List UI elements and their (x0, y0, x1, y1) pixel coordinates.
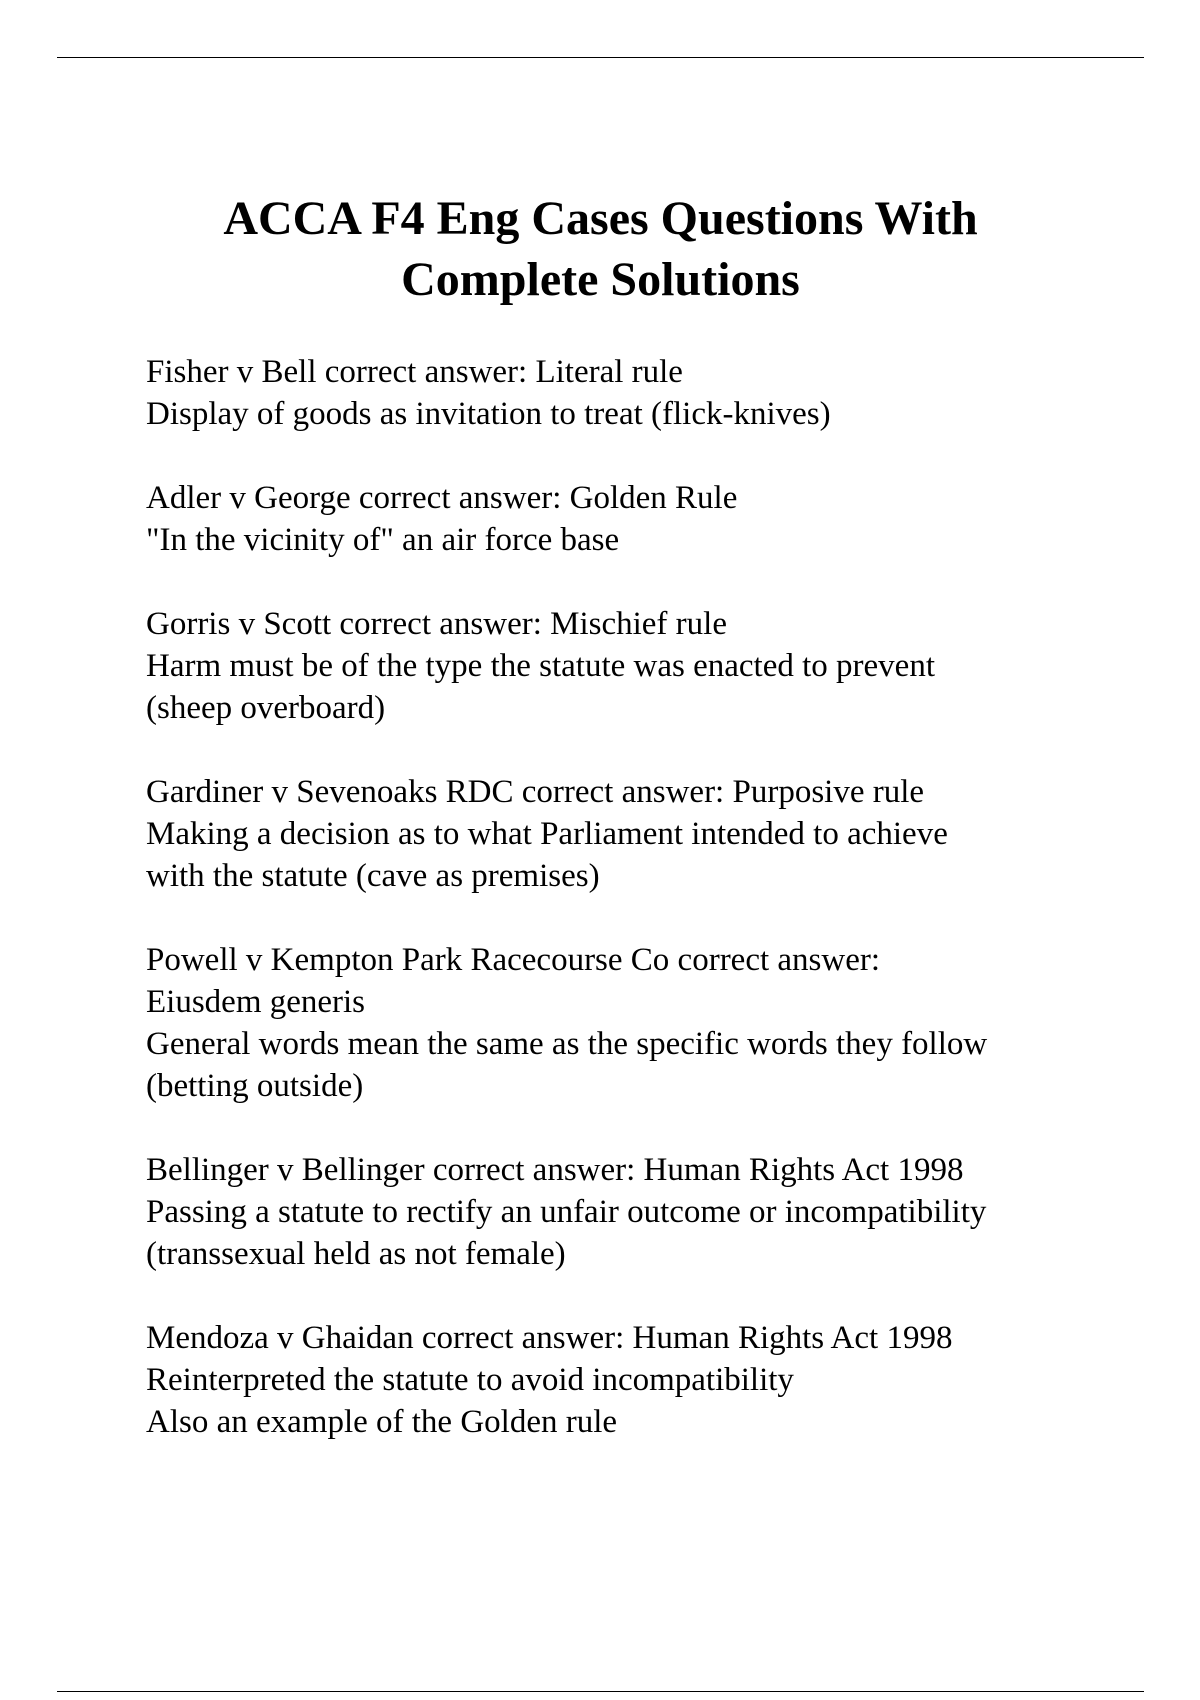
case-question: Powell v Kempton Park Racecourse Co correct answer: (146, 942, 881, 978)
case-entry-adler-v-george (146, 477, 1146, 561)
case-entry-fisher-v-bell (146, 351, 1146, 435)
case-explanation: Display of goods as invitation to treat (flick-knives) (146, 396, 831, 432)
case-explanation: with the statute (cave as premises) (146, 858, 600, 894)
top-divider (57, 57, 1144, 58)
case-entry-gorris-v-scott (146, 603, 1146, 729)
case-entry-powell-v-kempton-park (146, 939, 1146, 1107)
case-question: Bellinger v Bellinger correct answer: Human Rights Act 1998 (146, 1152, 964, 1188)
case-entry-gardiner-v-sevenoaks (146, 771, 1146, 897)
case-explanation: Passing a statute to rectify an unfair outcome or incompatibility (146, 1194, 987, 1230)
bottom-divider (57, 1691, 1144, 1692)
case-question: Mendoza v Ghaidan correct answer: Human Rights Act 1998 (146, 1320, 953, 1356)
document-title (57, 188, 1144, 310)
case-explanation: Also an example of the Golden rule (146, 1404, 618, 1440)
case-explanation: General words mean the same as the specific words they follow (146, 1026, 988, 1062)
case-explanation: (transsexual held as not female) (146, 1236, 566, 1272)
case-explanation: (betting outside) (146, 1068, 364, 1104)
case-explanation: Harm must be of the type the statute was enacted to prevent (146, 648, 935, 684)
case-explanation: "In the vicinity of" an air force base (146, 522, 620, 558)
title-line: Complete Solutions (401, 253, 800, 306)
case-question: Adler v George correct answer: Golden Rule (146, 480, 738, 516)
case-entry-mendoza-v-ghaidan (146, 1317, 1146, 1443)
case-entry-bellinger-v-bellinger (146, 1149, 1146, 1275)
title-line: ACCA F4 Eng Cases Questions With (223, 192, 978, 245)
case-answer: Eiusdem generis (146, 984, 366, 1020)
case-explanation: Making a decision as to what Parliament intended to achieve (146, 816, 948, 852)
case-list (146, 351, 1146, 1485)
case-explanation: (sheep overboard) (146, 690, 386, 726)
case-question: Gardiner v Sevenoaks RDC correct answer: Purposive rule (146, 774, 925, 810)
case-explanation: Reinterpreted the statute to avoid incompatibility (146, 1362, 794, 1398)
case-question: Fisher v Bell correct answer: Literal rule (146, 354, 683, 390)
case-question: Gorris v Scott correct answer: Mischief rule (146, 606, 727, 642)
